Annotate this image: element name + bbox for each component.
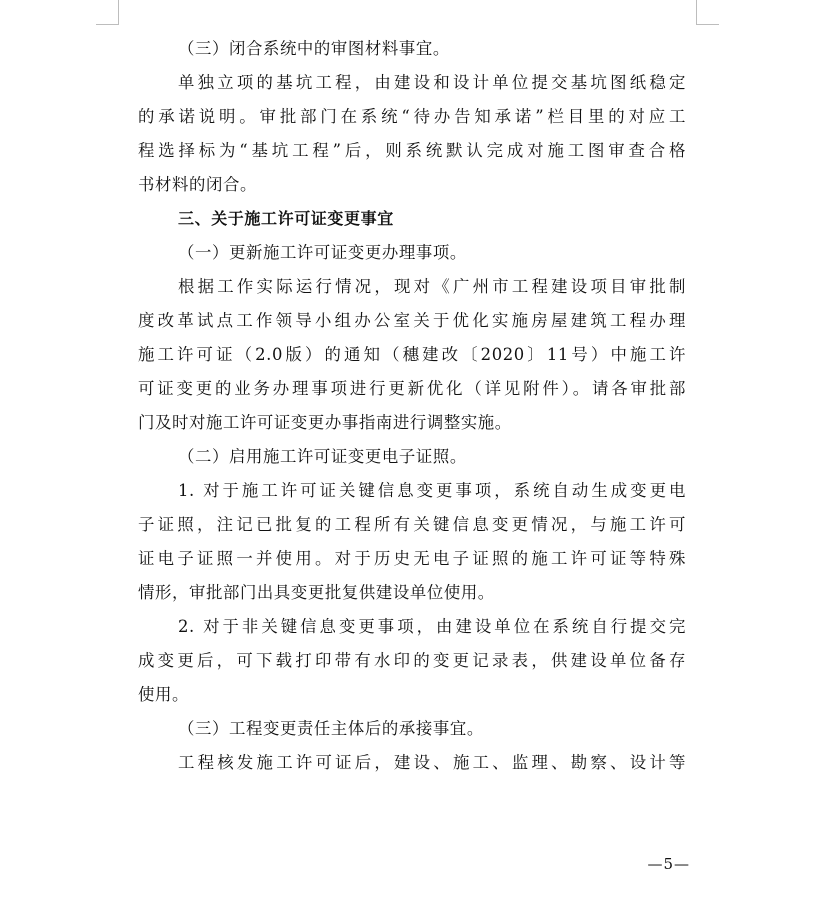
subheading-3: （三）闭合系统中的审图材料事宜。 xyxy=(178,39,450,58)
paragraph-line: 根据工作实际运行情况，现对《广州市工程建设项目审批制 xyxy=(178,277,686,296)
page-number: —5— xyxy=(647,855,690,873)
document-body xyxy=(138,32,686,780)
paragraph-line: 证电子证照一并使用。对于历史无电子证照的施工许可证等特殊 xyxy=(138,549,686,568)
paragraph-line: 使用。 xyxy=(138,685,189,704)
crop-mark-top-left xyxy=(96,0,119,25)
paragraph-line: 书材料的闭合。 xyxy=(138,175,257,194)
paragraph-line: 可证变更的业务办理事项进行更新优化（详见附件）。请各审批部 xyxy=(138,379,686,398)
paragraph-line: 成变更后，可下载打印带有水印的变更记录表，供建设单位备存 xyxy=(138,651,686,670)
paragraph-line: 工程核发施工许可证后，建设、施工、监理、勘察、设计等 xyxy=(178,753,686,772)
subheading-1: （一）更新施工许可证变更办理事项。 xyxy=(178,243,467,262)
paragraph-line: 单独立项的基坑工程，由建设和设计单位提交基坑图纸稳定 xyxy=(178,73,686,92)
paragraph-line: 2. 对于非关键信息变更事项，由建设单位在系统自行提交完 xyxy=(178,617,686,636)
subheading-3b: （三）工程变更责任主体后的承接事宜。 xyxy=(178,719,484,738)
paragraph-line: 施工许可证（2.0版）的通知（穗建改〔2020〕11号）中施工许 xyxy=(138,345,686,364)
section-heading: 三、关于施工许可证变更事宜 xyxy=(178,209,394,228)
paragraph-line: 情形，审批部门出具变更批复供建设单位使用。 xyxy=(138,583,495,602)
subheading-2: （二）启用施工许可证变更电子证照。 xyxy=(178,447,467,466)
paragraph-line: 子证照，注记已批复的工程所有关键信息变更情况，与施工许可 xyxy=(138,515,686,534)
paragraph-line: 的承诺说明。审批部门在系统“待办告知承诺”栏目里的对应工 xyxy=(138,107,686,126)
paragraph-line: 度改革试点工作领导小组办公室关于优化实施房屋建筑工程办理 xyxy=(138,311,686,330)
crop-mark-top-right xyxy=(696,0,719,25)
paragraph-line: 程选择标为“基坑工程”后，则系统默认完成对施工图审查合格 xyxy=(138,141,686,160)
paragraph-line: 1. 对于施工许可证关键信息变更事项，系统自动生成变更电 xyxy=(178,481,686,500)
paragraph-line: 门及时对施工许可证变更办事指南进行调整实施。 xyxy=(138,413,512,432)
